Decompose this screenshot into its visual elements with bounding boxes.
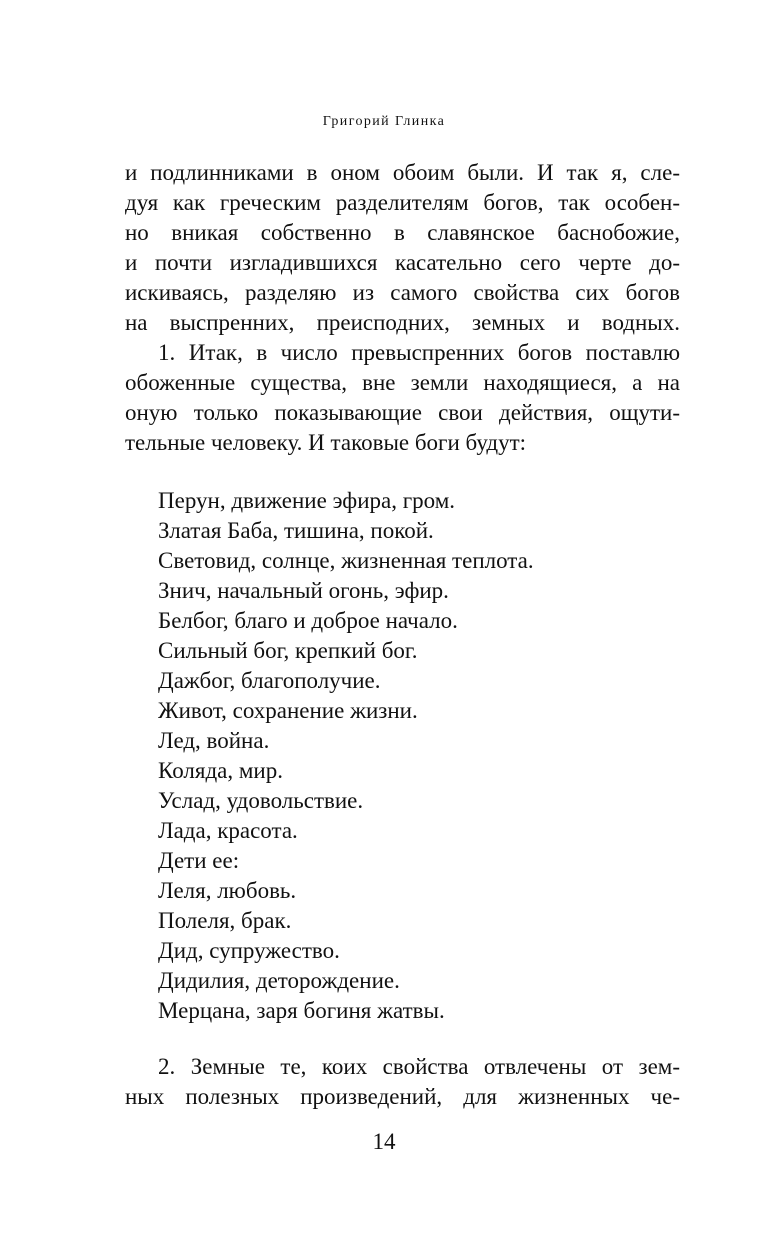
paragraph-1-line-2: дуя как греческим разделителям богов, так особен- [125,190,680,215]
gods-list-item: Лед, война. [158,728,270,753]
gods-list-item: Дид, супружество. [158,938,340,963]
gods-list-item: Дети ее: [158,848,240,873]
paragraph-1-line-1: и подлинниками в оном обоим были. И так я, сле- [125,160,680,185]
gods-list-item: Световид, солнце, жизненная теплота. [158,548,534,573]
paragraph-2-line-3: оную только показывающие свои действия, ощути- [125,400,680,425]
gods-list-item: Белбог, благо и доброе начало. [158,608,458,633]
paragraph-1-line-5: искиваясь, разделяю из самого свойства сих богов [125,280,680,305]
paragraph-1-line-3: но вникая собственно в славянское баснобожие, [125,220,680,245]
gods-list-item: Дажбог, благополучие. [158,668,381,693]
gods-list-item: Дидилия, деторождение. [158,968,400,993]
paragraph-2-line-4: тельные человеку. И таковые боги будут: [125,430,527,455]
gods-list-item: Перун, движение эфира, гром. [158,488,456,513]
paragraph-1-line-4: и почти изгладившихся касательно сего черте до- [125,250,680,275]
gods-list-item: Услад, удовольствие. [158,788,364,813]
gods-list-item: Мерцана, заря богиня жатвы. [158,998,445,1023]
gods-list-item: Сильный бог, крепкий бог. [158,638,418,663]
gods-list-item: Лада, красота. [158,818,298,843]
gods-list-item: Леля, любовь. [158,878,297,903]
page-number: 14 [372,1129,396,1154]
paragraph-3-line-1: 2. Земные те, коих свойства отвлечены от зем- [158,1054,680,1079]
paragraph-2-line-2: обоженные существа, вне земли находящиеся, а на [125,370,680,395]
gods-list-item: Коляда, мир. [158,758,283,783]
running-head: Григорий Глинка [322,114,446,129]
paragraph-1-line-6: на выспренних, преисподних, земных и водных. [125,310,680,335]
paragraph-3-line-2: ных полезных произведений, для жизненных че- [125,1084,680,1109]
gods-list-item: Златая Баба, тишина, покой. [158,518,434,543]
gods-list-item: Живот, сохранение жизни. [158,698,418,723]
paragraph-2-line-1: 1. Итак, в число превыспренних богов поставлю [158,340,680,365]
gods-list-item: Полеля, брак. [158,908,292,933]
gods-list-item: Знич, начальный огонь, эфир. [158,578,449,603]
